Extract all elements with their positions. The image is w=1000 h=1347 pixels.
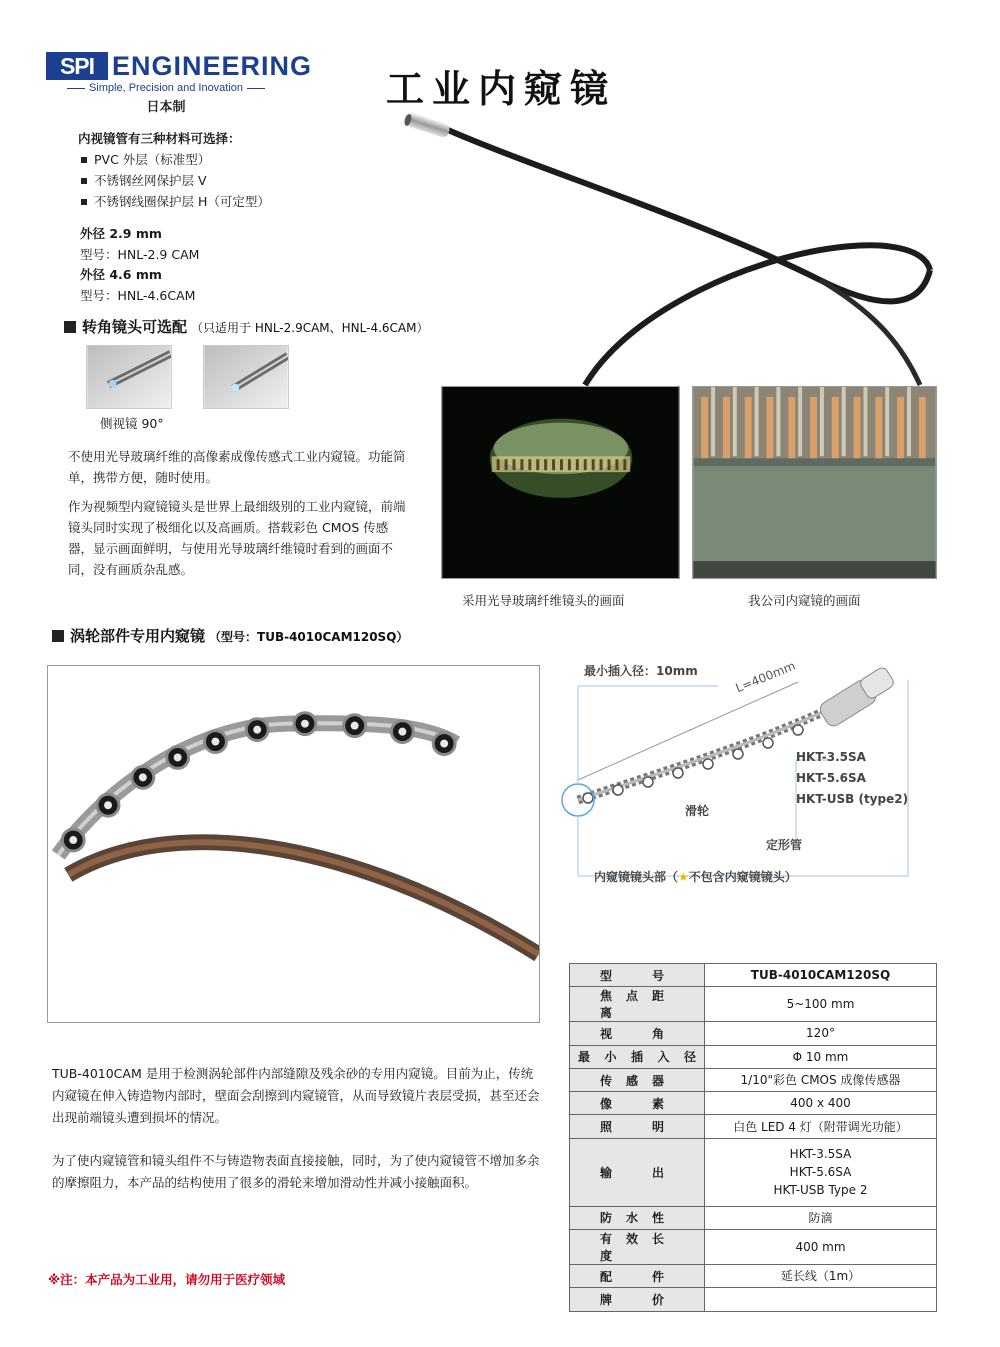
made-in-label: 日本制 (146, 100, 186, 115)
table-row (570, 1138, 937, 1206)
table-value (705, 1138, 937, 1206)
pulley-label: 滑轮 (685, 804, 710, 818)
page-title: 工业内窥镜 (386, 67, 617, 111)
section-note: （型号：TUB-4010CAM120SQ） (209, 630, 409, 644)
table-row (570, 987, 937, 1022)
table-value: Φ 10 mm (705, 1045, 937, 1068)
table-row (570, 964, 937, 987)
paragraph: 作为视频型内窥镜镜头是世界上最细级别的工业内窥镜，前端镜头同时实现了极细化以及高画质。搭载彩色 CMOS 传感器，显示画面鲜明，与使用光导玻璃纤维镜时看到的画面不同，没有画质杂乱感。 (68, 499, 406, 577)
min-diameter-label: 最小插入径：10mm (584, 664, 698, 678)
pulley-chain-photo (47, 665, 540, 1023)
list-item: 不锈钢丝网保护层 V (78, 170, 398, 191)
logo-slogan: Simple, Precision and Inovation (46, 82, 286, 94)
paragraph: 为了使内窥镜管和镜头组件不与铸造物表面直接接触，同时，为了使内窥镜管不增加多余的摩擦阻力，本产品的结构使用了很多的滑轮来增加滑动性并减小接触面积。 (52, 1153, 540, 1190)
table-row (570, 1288, 937, 1311)
length-label: L=400mm (733, 658, 798, 696)
list-item: 不锈钢线圈保护层 H（可定型） (78, 191, 398, 212)
output-label-2: HKT-5.6SA (796, 771, 866, 785)
thumbnail-caption: 侧视镜 90° (100, 416, 164, 431)
lens-head-text: 内窥镜镜头部（ (594, 870, 679, 884)
table-key: 视角 (570, 1022, 705, 1045)
table-value: 1/10"彩色 CMOS 成像传感器 (705, 1068, 937, 1091)
table-row (570, 1230, 937, 1265)
section-square-icon (52, 630, 64, 642)
od2-label: 外径 4.6 mm (80, 267, 162, 282)
front-view-lens-thumbnail (203, 345, 289, 409)
tube-label: 定形管 (766, 838, 803, 852)
table-row (570, 1115, 937, 1138)
structure-diagram (548, 650, 948, 900)
table-row (570, 1265, 937, 1288)
table-row (570, 1068, 937, 1091)
model-specs (80, 224, 199, 306)
table-row (570, 1092, 937, 1115)
lens-head-tail: 不包含内窥镜镜头） (688, 870, 797, 884)
table-row (570, 1022, 937, 1045)
output-value: HKT-3.5SA (789, 1147, 852, 1162)
section-note: （只适用于 HNL-2.9CAM、HNL-4.6CAM） (191, 321, 429, 335)
table-row (570, 1206, 937, 1229)
output-value: HKT-USB Type 2 (773, 1183, 868, 1198)
output-label-1: HKT-3.5SA (796, 750, 866, 764)
materials-lead: 内视镜管有三种材料可选择： (78, 131, 241, 146)
table-key: 传感器 (570, 1068, 705, 1091)
materials-list (78, 149, 398, 212)
table-key: 像素 (570, 1092, 705, 1115)
table-value: 5~100 mm (705, 987, 937, 1022)
section-turbine-endoscope (52, 625, 408, 646)
table-key: 焦点距离 (570, 987, 705, 1022)
table-row (570, 1045, 937, 1068)
logo-wordmark: ENGINEERING (112, 51, 313, 81)
side-view-lens-thumbnail (86, 345, 172, 409)
model1-label: 型号：HNL-2.9 CAM (80, 246, 200, 262)
table-key: 最小插入径 (570, 1045, 705, 1068)
table-key: 输出 (570, 1138, 705, 1206)
table-key: 配件 (570, 1265, 705, 1288)
fiber-lens-image (441, 386, 680, 579)
table-key: 有效长度 (570, 1230, 705, 1265)
output-label-3: HKT-USB (type2) (796, 792, 909, 806)
logo-spi-box: SPI (46, 52, 108, 80)
table-value (705, 1288, 937, 1311)
photo-caption-left: 采用光导玻璃纤维镜头的画面 (462, 593, 625, 608)
description-text (68, 446, 408, 588)
section-title: 涡轮部件专用内窥镜 (70, 627, 206, 645)
output-value: HKT-5.6SA (789, 1165, 852, 1180)
od1-label: 外径 2.9 mm (80, 226, 162, 241)
turbine-description (52, 1063, 544, 1215)
table-value: 120° (705, 1022, 937, 1045)
photo-caption-right: 我公司内窥镜的画面 (748, 593, 861, 608)
warning-note: ※注：本产品为工业用，请勿用于医疗领域 (48, 1272, 286, 1287)
section-square-icon (64, 321, 76, 333)
table-key: 牌价 (570, 1288, 705, 1311)
table-value: 400 x 400 (705, 1092, 937, 1115)
table-value: 400 mm (705, 1230, 937, 1265)
lens-head-label (594, 868, 797, 885)
company-logo (46, 50, 313, 115)
endoscope-cable-image (400, 110, 940, 390)
spec-table (569, 963, 937, 1312)
section-angle-lens (64, 316, 429, 337)
star-icon: ★ (678, 870, 689, 884)
paragraph: TUB-4010CAM 是用于检测涡轮部件内部缝隙及残余砂的专用内窥镜。目前为止，传统内窥镜在伸入铸造物内部时，壁面会刮擦到内窥镜管，从而导致镜片表层受损，甚至还会出现前端镜头遭到损坏的情况。 (52, 1066, 540, 1125)
table-value: 延长线（1m） (705, 1265, 937, 1288)
table-value: 白色 LED 4 灯（附带调光功能） (705, 1115, 937, 1138)
paragraph: 不使用光导玻璃纤维的高像素成像传感式工业内窥镜。功能简单，携带方便，随时使用。 (68, 449, 406, 485)
model2-label: 型号：HNL-4.6CAM (80, 287, 196, 303)
table-key: 型号 (570, 964, 705, 987)
table-value: TUB-4010CAM120SQ (705, 964, 937, 987)
table-key: 照明 (570, 1115, 705, 1138)
section-title: 转角镜头可选配 (82, 318, 188, 336)
table-value: 防滴 (705, 1206, 937, 1229)
materials-intro (78, 128, 398, 212)
list-item: PVC 外层（标准型） (78, 149, 398, 170)
table-key: 防水性 (570, 1206, 705, 1229)
company-endoscope-image (692, 386, 937, 579)
